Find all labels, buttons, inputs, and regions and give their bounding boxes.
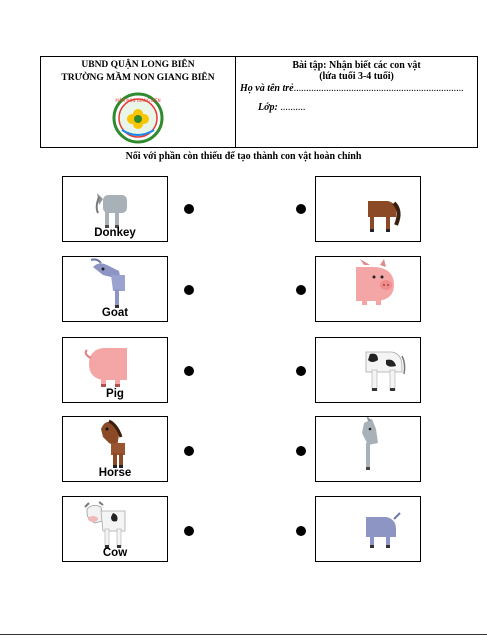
- right-dot-4[interactable]: [296, 446, 306, 456]
- right-card-goat-back[interactable]: [315, 496, 421, 562]
- district-name: UBND QUẬN LONG BIÊN: [81, 60, 195, 70]
- school-name: TRƯỜNG MẦM NON GIANG BIÊN: [61, 73, 215, 83]
- horse-back-half-image: [316, 177, 422, 243]
- age-range: (lứa tuổi 3-4 tuổi): [319, 71, 394, 82]
- left-dot-2[interactable]: [184, 285, 194, 295]
- left-dot-1[interactable]: [184, 204, 194, 214]
- class-label: Lớp:: [258, 102, 278, 113]
- exercise-info: [236, 57, 477, 147]
- card-label-donkey: Donkey: [94, 227, 136, 239]
- name-label: Họ và tên trẻ: [240, 83, 294, 94]
- left-card-horse[interactable]: [62, 416, 168, 482]
- right-dot-1[interactable]: [296, 204, 306, 214]
- instruction-text: Nối với phần còn thiếu để tạo thành con vật hoàn chỉnh: [125, 151, 362, 162]
- bottom-rule: [0, 634, 487, 635]
- right-card-cow-back[interactable]: [315, 337, 421, 403]
- left-card-cow[interactable]: [62, 496, 168, 562]
- right-dot-3[interactable]: [296, 366, 306, 376]
- right-dot-2[interactable]: [296, 285, 306, 295]
- right-card-donkey-back[interactable]: [315, 416, 421, 482]
- left-card-donkey[interactable]: [62, 176, 168, 242]
- right-card-horse-back[interactable]: [315, 176, 421, 242]
- name-blank[interactable]: ....................................................................: [293, 83, 464, 94]
- cow-back-half-image: [316, 338, 422, 404]
- left-dot-5[interactable]: [184, 526, 194, 536]
- left-dot-4[interactable]: [184, 446, 194, 456]
- left-card-pig[interactable]: [62, 337, 168, 403]
- goat-back-half-image: [316, 497, 422, 563]
- right-dot-5[interactable]: [296, 526, 306, 536]
- exercise-title: Bài tập: Nhận biết các con vật: [292, 60, 421, 71]
- card-label-pig: Pig: [106, 388, 124, 400]
- header-table: [40, 56, 478, 148]
- right-card-pig-front[interactable]: [315, 256, 421, 322]
- left-card-goat[interactable]: [62, 256, 168, 322]
- school-info: [41, 57, 236, 147]
- logo-text: MẦM NON GIANG BIÊN: [115, 98, 161, 103]
- name-field[interactable]: [240, 83, 464, 94]
- card-label-goat: Goat: [101, 307, 129, 319]
- school-logo: [112, 92, 164, 144]
- card-label-horse: Horse: [98, 467, 132, 479]
- pig-front-half-image: [316, 257, 422, 323]
- card-label-cow: Cow: [102, 547, 128, 559]
- donkey-back-half-image: [316, 417, 422, 483]
- left-dot-3[interactable]: [184, 366, 194, 376]
- class-field[interactable]: [258, 102, 305, 113]
- class-blank[interactable]: ..........: [280, 102, 306, 113]
